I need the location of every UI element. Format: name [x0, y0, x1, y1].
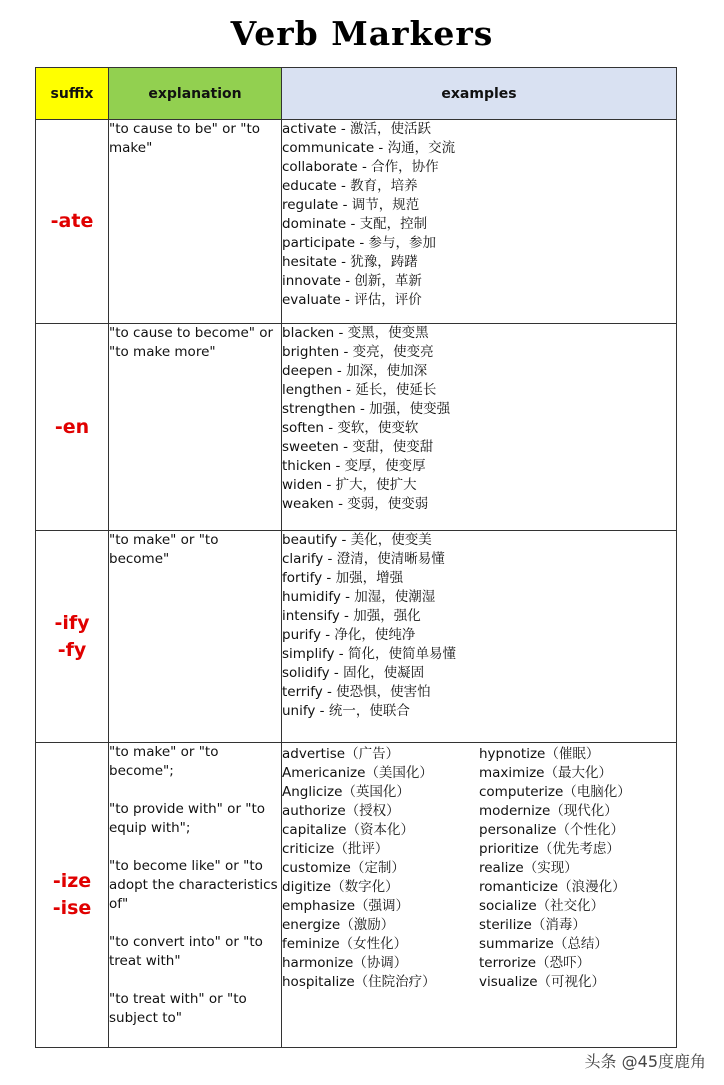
suffix-label: -ise	[52, 897, 92, 919]
example-item: beautify - 美化，使变美	[282, 532, 432, 548]
example-item: intensify - 加强，强化	[282, 608, 421, 624]
example-item: blacken - 变黑，使变黑	[282, 325, 429, 341]
example-item: modernize（现代化）	[479, 803, 618, 819]
example-item: humidify - 加湿，使潮湿	[282, 589, 436, 605]
example-item: weaken - 变弱，使变弱	[282, 496, 429, 512]
examples-cell	[282, 120, 677, 324]
example-item: regulate - 调节，规范	[282, 197, 420, 213]
example-item: prioritize（优先考虑）	[479, 841, 620, 857]
example-item: socialize（社交化）	[479, 898, 605, 914]
example-item: brighten - 变亮，使变亮	[282, 344, 434, 360]
example-item: romanticize（浪漫化）	[479, 879, 626, 895]
spacer	[109, 781, 281, 800]
spacer	[109, 838, 281, 857]
suffix-label: -ify	[54, 611, 90, 634]
example-item: visualize（可视化）	[479, 974, 605, 990]
example-item: sterilize（消毒）	[479, 917, 586, 933]
example-item: Americanize（美国化）	[282, 765, 433, 781]
example-item: innovate - 创新，革新	[282, 273, 422, 289]
examples-two-column	[282, 745, 676, 992]
example-item: purify - 净化，使纯净	[282, 627, 416, 643]
header-row	[36, 68, 677, 120]
example-item: customize（定制）	[282, 860, 405, 876]
spacer	[109, 971, 281, 990]
example-item: realize（实现）	[479, 860, 578, 876]
explanation-cell	[109, 324, 282, 531]
explanation-cell	[109, 531, 282, 743]
explanation-text: "to cause to be" or "to make"	[109, 121, 261, 156]
example-item: activate - 激活，使活跃	[282, 121, 432, 137]
example-item: terrorize（恐吓）	[479, 955, 591, 971]
explanation-text: "to make" or "to become";	[109, 744, 219, 779]
example-item: strengthen - 加强，使变强	[282, 401, 451, 417]
examples-cell	[282, 324, 677, 531]
watermark-credit: 头条 @45度鹿角	[584, 1052, 706, 1071]
example-item: deepen - 加深，使加深	[282, 363, 428, 379]
suffix-label: -ize	[52, 870, 92, 892]
suffix-cell	[36, 743, 109, 1048]
example-item: communicate - 沟通，交流	[282, 140, 456, 156]
table-row-ate	[36, 120, 677, 324]
suffix-cell	[36, 120, 109, 324]
example-item: energize（激励）	[282, 917, 395, 933]
example-item: lengthen - 延长，使延长	[282, 382, 437, 398]
example-item: simplify - 简化，使简单易懂	[282, 646, 456, 662]
example-item: solidify - 固化，使凝固	[282, 665, 425, 681]
example-item: unify - 统一，使联合	[282, 703, 410, 719]
suffix-cell	[36, 531, 109, 743]
examples-right-column	[479, 745, 676, 992]
header-suffix: suffix	[36, 68, 109, 120]
example-item: widen - 扩大，使扩大	[282, 477, 417, 493]
header-explanation: explanation	[109, 68, 282, 120]
example-item: feminize（女性化）	[282, 936, 408, 952]
example-item: computerize（电脑化）	[479, 784, 631, 800]
example-item: Anglicize（英国化）	[282, 784, 410, 800]
explanation-text: "to cause to become" or "to make more"	[109, 325, 274, 360]
example-item: thicken - 变厚，使变厚	[282, 458, 426, 474]
suffix-label: -fy	[57, 638, 87, 661]
explanation-text: "to provide with" or "to equip with";	[109, 801, 266, 836]
example-item: emphasize（强调）	[282, 898, 410, 914]
explanation-cell	[109, 743, 282, 1048]
example-item: criticize（批评）	[282, 841, 389, 857]
example-item: authorize（授权）	[282, 803, 400, 819]
example-item: fortify - 加强，增强	[282, 570, 404, 586]
example-item: summarize（总结）	[479, 936, 608, 952]
table-row-en	[36, 324, 677, 531]
example-item: soften - 变软，使变软	[282, 420, 419, 436]
explanation-text: "to treat with" or "to subject to"	[109, 991, 247, 1026]
example-item: harmonize（协调）	[282, 955, 408, 971]
table-row-ify	[36, 531, 677, 743]
examples-cell	[282, 531, 677, 743]
example-item: digitize（数字化）	[282, 879, 399, 895]
suffix-cell	[36, 324, 109, 531]
example-item: maximize（最大化）	[479, 765, 612, 781]
spacer	[109, 914, 281, 933]
header-examples: examples	[282, 68, 677, 120]
example-item: sweeten - 变甜，使变甜	[282, 439, 434, 455]
page-title: Verb Markers	[230, 14, 494, 53]
example-item: advertise（广告）	[282, 746, 400, 762]
example-item: terrify - 使恐惧，使害怕	[282, 684, 431, 700]
example-item: hesitate - 犹豫，踌躇	[282, 254, 418, 270]
example-item: capitalize（资本化）	[282, 822, 414, 838]
example-item: hypnotize（催眠）	[479, 746, 600, 762]
example-item: collaborate - 合作，协作	[282, 159, 439, 175]
examples-left-column	[282, 745, 479, 992]
examples-cell	[282, 743, 677, 1048]
verb-markers-table	[35, 67, 677, 1048]
suffix-label: -en	[54, 415, 90, 438]
example-item: clarify - 澄清，使清晰易懂	[282, 551, 445, 567]
explanation-cell	[109, 120, 282, 324]
example-item: dominate - 支配，控制	[282, 216, 428, 232]
example-item: educate - 教育，培养	[282, 178, 418, 194]
example-item: evaluate - 评估，评价	[282, 292, 422, 308]
explanation-text: "to convert into" or "to treat with"	[109, 934, 263, 969]
suffix-label: -ate	[50, 210, 94, 232]
explanation-text: "to become like" or "to adopt the characteristics of"	[109, 858, 278, 912]
table-row-ize	[36, 743, 677, 1048]
example-item: participate - 参与，参加	[282, 235, 437, 251]
example-item: hospitalize（住院治疗）	[282, 974, 436, 990]
example-item: personalize（个性化）	[479, 822, 624, 838]
explanation-text: "to make" or "to become"	[109, 532, 219, 567]
